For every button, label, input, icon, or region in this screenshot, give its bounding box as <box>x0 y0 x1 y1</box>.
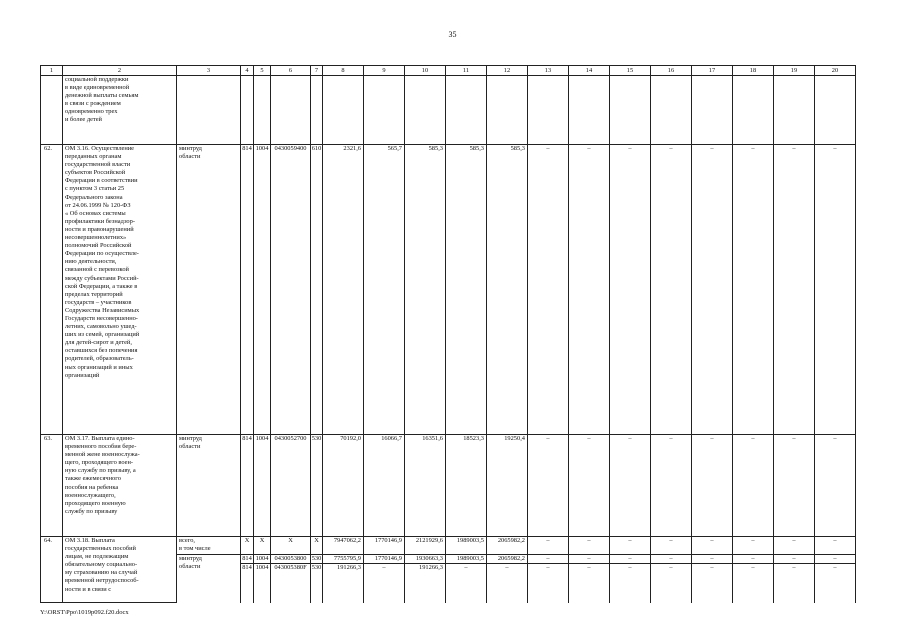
amount-cell: 1930663,3 <box>405 555 446 564</box>
dash-cell: – <box>815 564 856 603</box>
dash-cell: – <box>733 537 774 555</box>
dash-cell: – <box>815 537 856 555</box>
amount-cell: 585,3 <box>405 145 446 435</box>
dash-cell: – <box>774 564 815 603</box>
code-cell: 1004 <box>254 564 271 603</box>
code-cell: 610 <box>311 145 323 435</box>
page-number: 35 <box>448 30 457 39</box>
col-header: 18 <box>733 66 774 76</box>
dash-cell: – <box>815 435 856 537</box>
dash-cell: – <box>528 537 569 555</box>
dash-cell: – <box>733 145 774 435</box>
code-cell: 530 <box>311 555 322 562</box>
col-header: 6 <box>271 66 311 76</box>
table-row <box>41 145 856 435</box>
code-cell: 530 <box>311 435 323 537</box>
code-cell: 043005380F <box>271 564 311 603</box>
col-header: 16 <box>651 66 692 76</box>
col-header: 12 <box>487 66 528 76</box>
code-cell: X <box>271 537 311 555</box>
dash-cell: – <box>692 555 733 564</box>
col-header: 19 <box>774 66 815 76</box>
dash-cell: – <box>774 555 815 564</box>
col-header: 15 <box>610 66 651 76</box>
dash-cell: – <box>733 564 774 603</box>
amount-cell: 2065982,2 <box>487 537 528 555</box>
code-cell: 530 <box>311 564 323 603</box>
amount-cell: 585,3 <box>487 145 528 435</box>
dash-cell: – <box>569 145 610 435</box>
measure-name: ОМ 3.18. Выплата государственных пособий лицам, не подлежащим обязательному социально- му страхованию на случай временной нетрудоспособ- ности и в связи с <box>63 537 177 603</box>
responsible-cell: минтруд области <box>177 555 241 603</box>
header-row <box>41 66 856 76</box>
code-cell: X <box>311 537 323 555</box>
code-cell: 1004 <box>254 145 271 435</box>
row-number: 63. <box>41 435 63 537</box>
dash-cell: – <box>774 435 815 537</box>
dash-cell: – <box>815 555 856 564</box>
table-row <box>41 537 856 555</box>
code-cell: 814 <box>241 564 254 603</box>
amount-cell: 1989003,5 <box>446 537 487 555</box>
row-number: 62. <box>41 145 63 435</box>
row-number <box>41 76 63 145</box>
dash-cell: – <box>569 564 610 603</box>
dash-cell: – <box>610 564 651 603</box>
table-row <box>41 76 856 145</box>
amount-cell: – <box>446 564 487 603</box>
measure-name: ОМ 3.16. Осуществление переданных органам государственной власти субъектов Российской Федерации в соответствии с пунктом 3 статьи 25 Федерального закона от 24.06.1999 № 120-ФЗ « Об основах системы профилактики безнадзор- ности и правонарушений несовершеннолетних» полномочий Российской Федерации по осуществле- нию деятельности, связанной с перевозкой между субъектами Россий- ской Федерации, а также в пределах территорий государств – участников Содружества Независимых Государств несовершенно- летних, самовольно ушед- ших из семей, организаций для детей-сирот и детей, оставшихся без попечения родителей, образователь- ных организаций и иных организаций <box>63 145 177 435</box>
col-header: 13 <box>528 66 569 76</box>
file-path-footer: Y:\ORST\Ppo\1019p092.f20.docx <box>40 609 129 616</box>
col-header: 11 <box>446 66 487 76</box>
dash-cell: – <box>569 555 610 564</box>
amount-cell: 70192,0 <box>323 435 364 537</box>
amount-cell: 16351,6 <box>405 435 446 537</box>
amount-cell: 565,7 <box>364 145 405 435</box>
code-cell: 814 <box>242 555 252 562</box>
col-header: 14 <box>569 66 610 76</box>
dash-cell: – <box>774 145 815 435</box>
amount-cell: 191266,3 <box>405 564 446 603</box>
dash-cell: – <box>651 537 692 555</box>
col-header: 4 <box>241 66 254 76</box>
amount-cell: 585,3 <box>446 145 487 435</box>
responsible-cell: всего, в том числе <box>177 537 241 555</box>
amount-cell: – <box>487 564 528 603</box>
dash-cell: – <box>610 145 651 435</box>
responsible-cell: минтруд области <box>177 435 241 537</box>
amount-cell: 1989003,5 <box>446 555 487 564</box>
code-cell: 0430053800 <box>271 555 311 564</box>
dash-cell: – <box>528 145 569 435</box>
amount-cell: 2321,6 <box>323 145 364 435</box>
dash-cell: – <box>651 145 692 435</box>
dash-cell: – <box>610 537 651 555</box>
amount-cell: 16066,7 <box>364 435 405 537</box>
responsible-cell: минтруд области <box>177 145 241 435</box>
row-number: 64. <box>41 537 63 603</box>
code-cell: 814 <box>241 435 254 537</box>
dash-cell: – <box>651 564 692 603</box>
budget-table <box>40 65 856 603</box>
dash-cell: – <box>569 537 610 555</box>
dash-cell: – <box>528 555 569 564</box>
code-cell: 1004 <box>254 555 271 564</box>
col-header: 3 <box>177 66 241 76</box>
dash-cell: – <box>528 435 569 537</box>
amount-cell: 7947062,2 <box>323 537 364 555</box>
dash-cell: – <box>815 145 856 435</box>
amount-cell: 2121929,6 <box>405 537 446 555</box>
col-header: 9 <box>364 66 405 76</box>
measure-name: социальной поддержки в виде единовременной денежной выплаты семьям в связи с рождением одновременно трех и более детей <box>63 76 177 145</box>
col-header: 10 <box>405 66 446 76</box>
code-cell: 0430052700 <box>271 435 311 537</box>
dash-cell: – <box>733 435 774 537</box>
measure-name: ОМ 3.17. Выплата едино- временного пособия бере- менной жене военнослужа- щего, проходящего воен- ную службу по призыву, а также ежемесячного пособия на ребенка военнослужащего, проходящего военную службу по призыву <box>63 435 177 537</box>
amount-cell: 2065982,2 <box>487 555 528 564</box>
code-cell: X <box>241 537 254 555</box>
dash-cell: – <box>610 435 651 537</box>
col-header: 2 <box>63 66 177 76</box>
dash-cell: – <box>651 555 692 564</box>
code-cell: X <box>254 537 271 555</box>
code-cell: 0430059400 <box>271 145 311 435</box>
code-cell: 1004 <box>254 435 271 537</box>
dash-cell: – <box>692 435 733 537</box>
dash-cell: – <box>610 555 651 564</box>
col-header: 7 <box>311 66 323 76</box>
amount-cell: – <box>364 564 405 603</box>
table-row <box>41 435 856 537</box>
dash-cell: – <box>774 537 815 555</box>
dash-cell: – <box>692 564 733 603</box>
col-header: 1 <box>41 66 63 76</box>
amount-cell: 191266,3 <box>323 564 364 603</box>
dash-cell: – <box>692 537 733 555</box>
dash-cell: – <box>528 564 569 603</box>
amount-cell: 19250,4 <box>487 435 528 537</box>
amount-cell: 18523,3 <box>446 435 487 537</box>
amount-cell: 7755795,9 <box>323 555 364 564</box>
dash-cell: – <box>692 145 733 435</box>
code-cell: 814 <box>241 145 254 435</box>
dash-cell: – <box>569 435 610 537</box>
dash-cell: – <box>733 555 774 564</box>
amount-cell: 1770146,9 <box>364 555 405 564</box>
dash-cell: – <box>651 435 692 537</box>
col-header: 5 <box>254 66 271 76</box>
col-header: 17 <box>692 66 733 76</box>
col-header: 20 <box>815 66 856 76</box>
col-header: 8 <box>323 66 364 76</box>
amount-cell: 1770146,9 <box>364 537 405 555</box>
